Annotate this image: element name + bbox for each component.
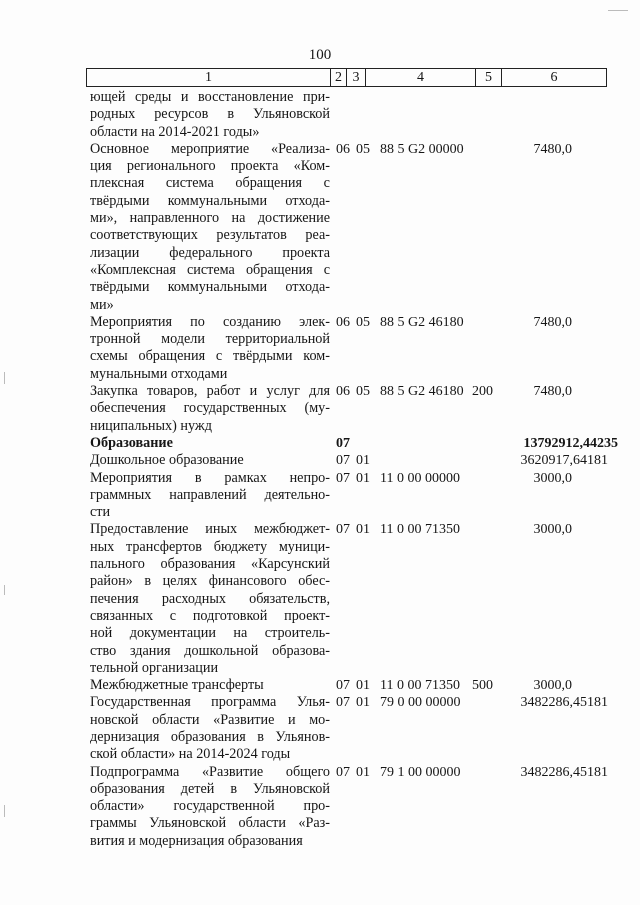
description-line: сти: [90, 504, 111, 521]
table-header: [86, 68, 607, 87]
row-amount: 13792912,44235: [523, 435, 618, 451]
description-line: печения расходных обязательств,: [90, 590, 330, 607]
description-line: ющей среды и восстановление при-: [90, 89, 330, 105]
row-description: [90, 694, 330, 763]
table-row: [90, 694, 610, 763]
description-line: Закупка товаров, работ и услуг для: [90, 383, 330, 400]
subsection-code: 05: [356, 384, 370, 400]
row-amount: 3620917,64181: [520, 453, 608, 469]
subsection-code: 01: [356, 470, 370, 486]
description-line: ция регионального проекта «Ком-: [90, 158, 330, 175]
section-code: 07: [336, 453, 350, 469]
header-col-1: 1: [87, 69, 331, 86]
target-article-code: 88 5 G2 00000: [380, 141, 464, 157]
description-line: ной документации на строитель-: [90, 625, 330, 642]
scan-mark: [4, 585, 5, 595]
table-row: [90, 89, 610, 141]
description-line: области на 2014-2021 годы»: [90, 123, 260, 140]
description-line: твёрдыми коммунальными отхода-: [90, 279, 330, 296]
header-col-5: 5: [476, 69, 502, 86]
target-article-code: 11 0 00 71350: [380, 678, 460, 694]
row-amount: 7480,0: [533, 141, 572, 157]
description-line: связанных с подготовкой проект-: [90, 607, 330, 624]
table-row: [90, 383, 610, 435]
description-line: Предоставление иных межбюджет-: [90, 521, 330, 538]
subsection-code: 01: [356, 522, 370, 538]
description-line: плексная система обращения с: [90, 175, 330, 192]
description-line: Мероприятия в рамках непро-: [90, 469, 330, 486]
description-line: дернизация образования в Ульянов-: [90, 728, 330, 745]
description-line: Государственная программа Улья-: [90, 694, 330, 711]
row-description: [90, 677, 330, 694]
description-line: район» в целях финансового обес-: [90, 573, 330, 590]
description-line: новской области «Развитие и мо-: [90, 711, 330, 728]
description-line: Основное мероприятие «Реализа-: [90, 140, 330, 157]
target-article-code: 88 5 G2 46180: [380, 384, 464, 400]
description-line: соответствующих результатов реа-: [90, 227, 330, 244]
description-line: вития и модернизация образования: [90, 832, 303, 849]
section-code: 07: [336, 522, 350, 538]
table-row: [90, 314, 610, 383]
row-description: [90, 452, 330, 469]
row-description: [90, 435, 330, 452]
target-article-code: 79 0 00 00000: [380, 695, 461, 711]
description-line: Межбюджетные трансферты: [90, 677, 264, 694]
subsection-code: 01: [356, 764, 370, 780]
section-code: 07: [336, 695, 350, 711]
row-amount: 3000,0: [533, 522, 572, 538]
table-row: [90, 470, 610, 522]
section-code: 07: [336, 435, 350, 451]
section-code: 06: [336, 141, 350, 157]
description-line: родных ресурсов в Ульяновской: [90, 106, 330, 123]
row-description: [90, 89, 330, 141]
description-line: лизации федерального проекта: [90, 244, 330, 261]
description-line: Дошкольное образование: [90, 452, 244, 469]
section-code: 07: [336, 764, 350, 780]
row-amount: 7480,0: [533, 384, 572, 400]
row-amount: 3482286,45181: [520, 764, 608, 780]
scan-mark: [608, 10, 628, 11]
description-line: Подпрограмма «Развитие общего: [90, 763, 330, 780]
row-description: [90, 314, 330, 383]
page-number: 100: [308, 47, 332, 63]
description-line: образования детей в Ульяновской: [90, 780, 330, 797]
row-amount: 7480,0: [533, 314, 572, 330]
subsection-code: 01: [356, 695, 370, 711]
description-line: граммы Ульяновской области «Раз-: [90, 815, 330, 832]
description-line: тельной организации: [90, 659, 219, 676]
row-description: [90, 383, 330, 435]
subsection-code: 05: [356, 314, 370, 330]
description-line: мунальными отходами: [90, 365, 228, 382]
description-line: ниципальных) нужд: [90, 417, 212, 434]
header-col-6: 6: [550, 70, 558, 85]
row-description: [90, 141, 330, 314]
target-article-code: 11 0 00 71350: [380, 522, 460, 538]
description-line: ных трансфертов бюджету муници-: [90, 538, 330, 555]
description-line: ми»: [90, 296, 114, 313]
section-code: 06: [336, 314, 350, 330]
description-line: граммных направлений деятельно-: [90, 486, 330, 503]
expense-type-code: 500: [472, 678, 493, 694]
description-line: пального образования «Карсунский: [90, 556, 330, 573]
row-description: [90, 764, 330, 850]
target-article-code: 11 0 00 00000: [380, 470, 460, 486]
subsection-code: 01: [356, 678, 370, 694]
row-description: [90, 521, 330, 677]
table-row: [90, 677, 610, 694]
table-row: [90, 434, 618, 452]
description-line: тронной модели территориальной: [90, 331, 330, 348]
description-line: схемы обращения с твёрдыми ком-: [90, 348, 330, 365]
section-code: 07: [336, 678, 350, 694]
header-col-2: 2: [331, 69, 347, 86]
description-line: ство здания дошкольной образова-: [90, 642, 330, 659]
row-amount: 3482286,45181: [520, 695, 608, 711]
description-line: Мероприятия по созданию элек-: [90, 313, 330, 330]
target-article-code: 79 1 00 00000: [380, 764, 461, 780]
expense-type-code: 200: [472, 384, 493, 400]
description-line: твёрдыми коммунальными отхода-: [90, 192, 330, 209]
table-row: [90, 764, 610, 850]
description-line: обеспечения государственных (му-: [90, 400, 330, 417]
subsection-code: 01: [356, 453, 370, 469]
scan-mark: [4, 372, 5, 384]
header-col-3: 3: [347, 69, 366, 86]
header-col-4: 4: [366, 69, 476, 86]
subsection-code: 05: [356, 141, 370, 157]
scan-mark: [4, 805, 5, 817]
description-line: области» государственной про-: [90, 798, 330, 815]
row-amount: 3000,0: [533, 678, 572, 694]
row-description: [90, 470, 330, 522]
target-article-code: 88 5 G2 46180: [380, 314, 464, 330]
table-row: [90, 521, 610, 677]
row-amount: 3000,0: [533, 470, 572, 486]
table-body: [90, 89, 618, 850]
description-line: ской области» на 2014-2024 годы: [90, 746, 291, 763]
section-code: 07: [336, 470, 350, 486]
description-line: ми», направленного на достижение: [90, 210, 330, 227]
section-code: 06: [336, 384, 350, 400]
description-line: «Комплексная система обращения с: [90, 261, 330, 278]
table-row: [90, 452, 610, 469]
table-row: [90, 141, 610, 314]
description-line: Образование: [90, 434, 173, 451]
